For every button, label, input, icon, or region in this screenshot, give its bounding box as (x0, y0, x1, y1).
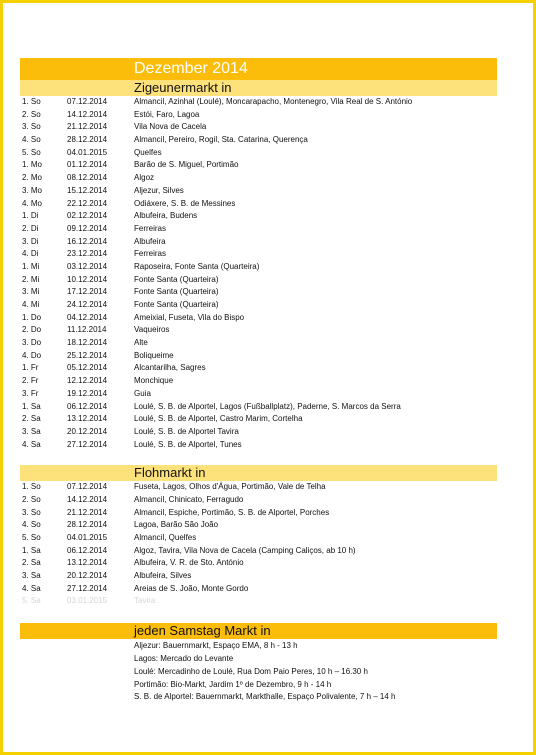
row-place: Aljezur, Silves (134, 185, 184, 195)
row-date: 03.01.2015 (67, 596, 108, 606)
row-place: Vaqueiros (134, 325, 170, 335)
row-date: 07.12.2014 (67, 482, 108, 492)
row-day: 1. Sa (22, 401, 41, 411)
row-date: 04.01.2015 (67, 533, 108, 542)
row-day: 4. So (22, 520, 41, 530)
row-day: 4. Mi (22, 300, 40, 309)
table-row (20, 147, 497, 160)
row-day: 4. Sa (22, 439, 41, 449)
table-row (20, 439, 497, 452)
row-place: Algoz (134, 173, 155, 183)
list-item: Aljezur: Bauernmarkt, Espaço EMA, 8 h - 13 h (134, 641, 298, 651)
row-day: 4. Do (22, 350, 42, 360)
row-date: 27.12.2014 (67, 583, 108, 593)
row-place: Almancil, Pereiro, Rogil, Sta. Catarina, Querença (134, 135, 308, 145)
row-place: Albufeira (134, 236, 166, 246)
row-day: 3. Sa (22, 571, 41, 581)
row-day: 2. Mo (22, 173, 43, 183)
row-place: Boliqueime (134, 350, 174, 360)
row-day: 4. So (22, 135, 41, 145)
row-date: 27.12.2014 (67, 439, 108, 449)
table-row (20, 362, 497, 375)
list-item: Portimão: Bio-Markt, Jardim 1º de Dezembro, 9 h - 14 h (134, 679, 332, 689)
row-date: 19.12.2014 (67, 388, 108, 398)
row-day: 2. Sa (22, 414, 41, 424)
row-date: 16.12.2014 (67, 236, 108, 246)
row-day: 2. Do (22, 325, 42, 335)
table-row (20, 595, 497, 608)
row-date: 08.12.2014 (67, 173, 108, 183)
table-row (20, 210, 497, 223)
row-place: Fuseta, Lagos, Olhos d'Água, Portimão, Vale de Telha (134, 482, 326, 492)
table-row (20, 248, 497, 261)
row-place: Alte (134, 338, 148, 348)
row-date: 18.12.2014 (67, 338, 108, 348)
row-date: 10.12.2014 (67, 274, 108, 284)
table-row (20, 299, 497, 312)
row-day: 4. Mo (22, 198, 43, 208)
row-day: 4. Sa (22, 583, 41, 593)
row-day: 1. Sa (22, 545, 41, 555)
row-place: Fonte Santa (Quarteira) (134, 274, 219, 284)
row-date: 24.12.2014 (67, 300, 108, 309)
table-row (20, 481, 497, 494)
table-row (20, 532, 497, 545)
row-date: 20.12.2014 (67, 426, 108, 436)
row-place: Odiáxere, S. B. de Messines (134, 198, 236, 208)
row-place: Albufeira, V. R. de Sto. António (134, 558, 244, 568)
row-day: 2. Di (22, 223, 39, 233)
table-row (20, 507, 497, 520)
row-place: Vila Nova de Cacela (134, 122, 207, 132)
list-item: S. B. de Alportel: Bauernmarkt, Markthalle, Espaço Polivalente, 7 h – 14 h (134, 692, 396, 702)
row-date: 14.12.2014 (67, 109, 108, 119)
row-day: 3. Mi (22, 287, 40, 297)
row-day: 1. Di (22, 211, 39, 221)
row-date: 01.12.2014 (67, 160, 108, 170)
row-place: Ferreiras (134, 223, 167, 233)
row-day: 1. So (22, 482, 41, 492)
row-place: Loulé, S. B. de Alportel, Castro Marim, Cortelha (134, 414, 303, 424)
table-row (20, 172, 497, 185)
row-day: 1. Mi (22, 261, 40, 271)
row-place: Almancil, Quelfes (134, 533, 197, 542)
row-day: 5. So (22, 533, 41, 542)
row-day: 3. Di (22, 236, 39, 246)
row-place: Almancil, Espiche, Portimão, S. B. de Alportel, Porches (134, 507, 330, 517)
row-place: Loulé, S. B. de Alportel, Tunes (134, 439, 242, 449)
row-day: 3. Fr (22, 388, 39, 398)
row-date: 04.01.2015 (67, 147, 108, 157)
row-place: Monchique (134, 376, 174, 386)
row-date: 13.12.2014 (67, 414, 108, 424)
row-place: Raposeira, Fonte Santa (Quarteira) (134, 261, 260, 271)
table-row (20, 134, 497, 147)
table-row (20, 413, 497, 426)
row-place: Almancil, Azinhal (Loulé), Moncarapacho, Montenegro, Vila Real de S. António (134, 97, 413, 106)
row-day: 1. So (22, 97, 41, 106)
row-date: 28.12.2014 (67, 135, 108, 145)
table-row (20, 570, 497, 583)
row-date: 28.12.2014 (67, 520, 108, 530)
row-day: 3. So (22, 507, 41, 517)
table-row (20, 223, 497, 236)
row-day: 2. Mi (22, 274, 40, 284)
table-row (20, 274, 497, 287)
section-heading-flohmarkt: Flohmarkt in (20, 465, 497, 481)
row-place: Albufeira, Silves (134, 571, 192, 581)
section-heading-zigeunermarkt: Zigeunermarkt in (20, 80, 497, 96)
samstag-list (20, 639, 497, 704)
section-heading-samstag: jeden Samstag Markt in (20, 623, 497, 639)
row-place: Ameixial, Fuseta, Vila do Bispo (134, 312, 245, 322)
row-place: Tavira (134, 596, 156, 606)
page-title: Dezember 2014 (20, 58, 497, 80)
table-row (20, 545, 497, 558)
list-item: Loulé: Mercadinho de Loulé, Rua Dom Paio Peres, 10 h – 16.30 h (134, 666, 368, 676)
row-date: 07.12.2014 (67, 97, 108, 106)
row-day: 1. Do (22, 312, 42, 322)
row-date: 02.12.2014 (67, 211, 108, 221)
row-place: Loulé, S. B. de Alportel, Lagos (Fußballplatz), Paderne, S. Marcos da Serra (134, 401, 401, 411)
row-day: 3. So (22, 122, 41, 132)
row-day: 4. Di (22, 249, 39, 259)
row-date: 06.12.2014 (67, 545, 108, 555)
table-row (20, 519, 497, 532)
zigeunermarkt-list (20, 96, 497, 451)
table-row (20, 159, 497, 172)
row-place: Barão de S. Miguel, Portimão (134, 160, 239, 170)
table-row (20, 121, 497, 134)
row-place: Areias de S. João, Monte Gordo (134, 583, 249, 593)
row-date: 05.12.2014 (67, 363, 108, 373)
row-place: Guia (134, 388, 151, 398)
table-row (20, 583, 497, 596)
table-row (20, 426, 497, 439)
table-row (20, 236, 497, 249)
row-date: 13.12.2014 (67, 558, 108, 568)
table-row (20, 324, 497, 337)
table-row (20, 261, 497, 274)
row-day: 1. Mo (22, 160, 43, 170)
row-place: Ferreiras (134, 249, 167, 259)
row-date: 20.12.2014 (67, 571, 108, 581)
table-row (20, 401, 497, 414)
table-row (20, 96, 497, 109)
row-day: 3. Sa (22, 426, 41, 436)
list-item: Lagos: Mercado do Levante (134, 653, 234, 663)
row-place: Albufeira, Budens (134, 211, 198, 221)
row-date: 17.12.2014 (67, 287, 108, 297)
row-date: 04.12.2014 (67, 312, 108, 322)
row-date: 22.12.2014 (67, 198, 108, 208)
table-row (20, 494, 497, 507)
row-day: 2. So (22, 109, 41, 119)
row-date: 12.12.2014 (67, 376, 108, 386)
row-date: 15.12.2014 (67, 185, 108, 195)
row-place: Loulé, S. B. de Alportel Tavira (134, 426, 239, 436)
row-place: Alcantarilha, Sagres (134, 363, 206, 373)
table-row (20, 109, 497, 122)
row-date: 21.12.2014 (67, 122, 108, 132)
table-row (20, 375, 497, 388)
row-place: Algoz, Tavira, Vila Nova de Cacela (Camping Caliços, ab 10 h) (134, 545, 356, 555)
table-row (20, 185, 497, 198)
row-date: 03.12.2014 (67, 261, 108, 271)
row-place: Almancil, Chinicato, Ferragudo (134, 494, 244, 504)
row-place: Quelfes (134, 147, 162, 157)
table-row (20, 198, 497, 211)
table-row (20, 337, 497, 350)
row-day: 2. Fr (22, 376, 39, 386)
flohmarkt-list (20, 481, 497, 608)
row-date: 21.12.2014 (67, 507, 108, 517)
row-day: 5. Sa (22, 596, 41, 606)
row-place: Estói, Faro, Lagoa (134, 109, 200, 119)
market-calendar (20, 58, 497, 704)
table-row (20, 286, 497, 299)
row-date: 06.12.2014 (67, 401, 108, 411)
table-row (20, 557, 497, 570)
row-day: 5. So (22, 147, 41, 157)
row-date: 14.12.2014 (67, 494, 108, 504)
row-day: 2. So (22, 494, 41, 504)
row-date: 11.12.2014 (67, 325, 107, 335)
row-day: 2. Sa (22, 558, 41, 568)
row-place: Lagoa, Barão São João (134, 520, 219, 530)
row-place: Fonte Santa (Quarteira) (134, 287, 219, 297)
row-place: Fonte Santa (Quarteira) (134, 300, 219, 309)
table-row (20, 388, 497, 401)
row-day: 3. Do (22, 338, 42, 348)
row-date: 23.12.2014 (67, 249, 108, 259)
row-date: 09.12.2014 (67, 223, 108, 233)
row-date: 25.12.2014 (67, 350, 108, 360)
row-day: 3. Mo (22, 185, 43, 195)
table-row (20, 350, 497, 363)
row-day: 1. Fr (22, 363, 39, 373)
table-row (20, 312, 497, 325)
